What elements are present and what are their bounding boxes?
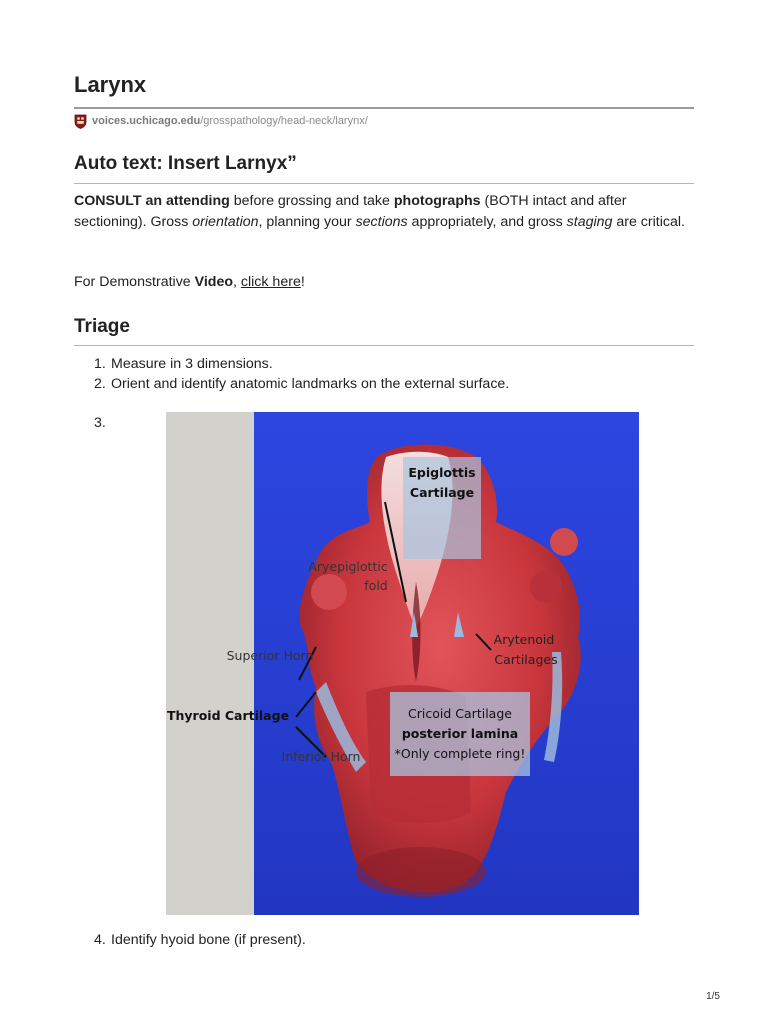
label-epiglottis-2: Cartilage xyxy=(409,485,475,500)
label-arytenoid-1: Arytenoid xyxy=(493,632,555,647)
label-aryepiglottic-1: Aryepiglottic xyxy=(308,559,388,574)
larynx-photo-figure xyxy=(166,412,639,915)
label-arytenoid-2: Cartilages xyxy=(494,652,558,667)
list-item: 2. Orient and identify anatomic landmarks on the external surface. xyxy=(94,376,510,392)
source-host-link[interactable]: voices.uchicago.edu xyxy=(92,115,201,127)
triage-list-item-4 xyxy=(94,930,306,950)
video-link[interactable]: click here xyxy=(240,274,301,290)
video-paragraph: For Demonstrative Video, click here! xyxy=(74,274,305,290)
triage-list xyxy=(94,354,509,394)
label-inferior-horn: Inferior Horn xyxy=(281,749,361,764)
list-item: 4. Identify hyoid bone (if present). xyxy=(94,932,306,948)
label-thyroid-cartilage: Thyroid Cartilage xyxy=(166,708,290,723)
triage-list-item-3 xyxy=(94,413,111,433)
label-superior-horn: Superior Horn xyxy=(226,648,314,663)
triage-heading: Triage xyxy=(74,316,130,337)
gray-backdrop xyxy=(166,412,254,915)
label-cricoid-3: *Only complete ring! xyxy=(394,746,526,761)
section-divider xyxy=(74,183,694,184)
page-title: Larynx xyxy=(74,72,147,97)
label-cricoid-1: Cricoid Cartilage xyxy=(408,706,512,721)
label-aryepiglottic-2: fold xyxy=(364,578,388,593)
page-number: 1/5 xyxy=(706,991,720,1002)
autotext-heading: Auto text: Insert Larnyx” xyxy=(74,153,297,174)
label-epiglottis-1: Epiglottis xyxy=(408,465,476,480)
label-cricoid-2: posterior lamina xyxy=(401,726,519,741)
triage-divider xyxy=(74,345,694,346)
larynx-specimen-photo xyxy=(166,412,639,915)
source-path-link[interactable]: /grosspathology/head-neck/larynx/ xyxy=(200,115,368,127)
list-item: 1. Measure in 3 dimensions. xyxy=(94,356,273,372)
source-line xyxy=(74,113,368,129)
title-divider xyxy=(74,107,694,109)
consult-paragraph: CONSULT an attending before grossing and take photographs (BOTH intact and after sectioning). Gross orientation, planning your sections appropriately, and gross staging are critical. xyxy=(74,193,685,230)
list-item: 3. xyxy=(94,415,106,431)
university-shield-icon xyxy=(74,114,87,129)
